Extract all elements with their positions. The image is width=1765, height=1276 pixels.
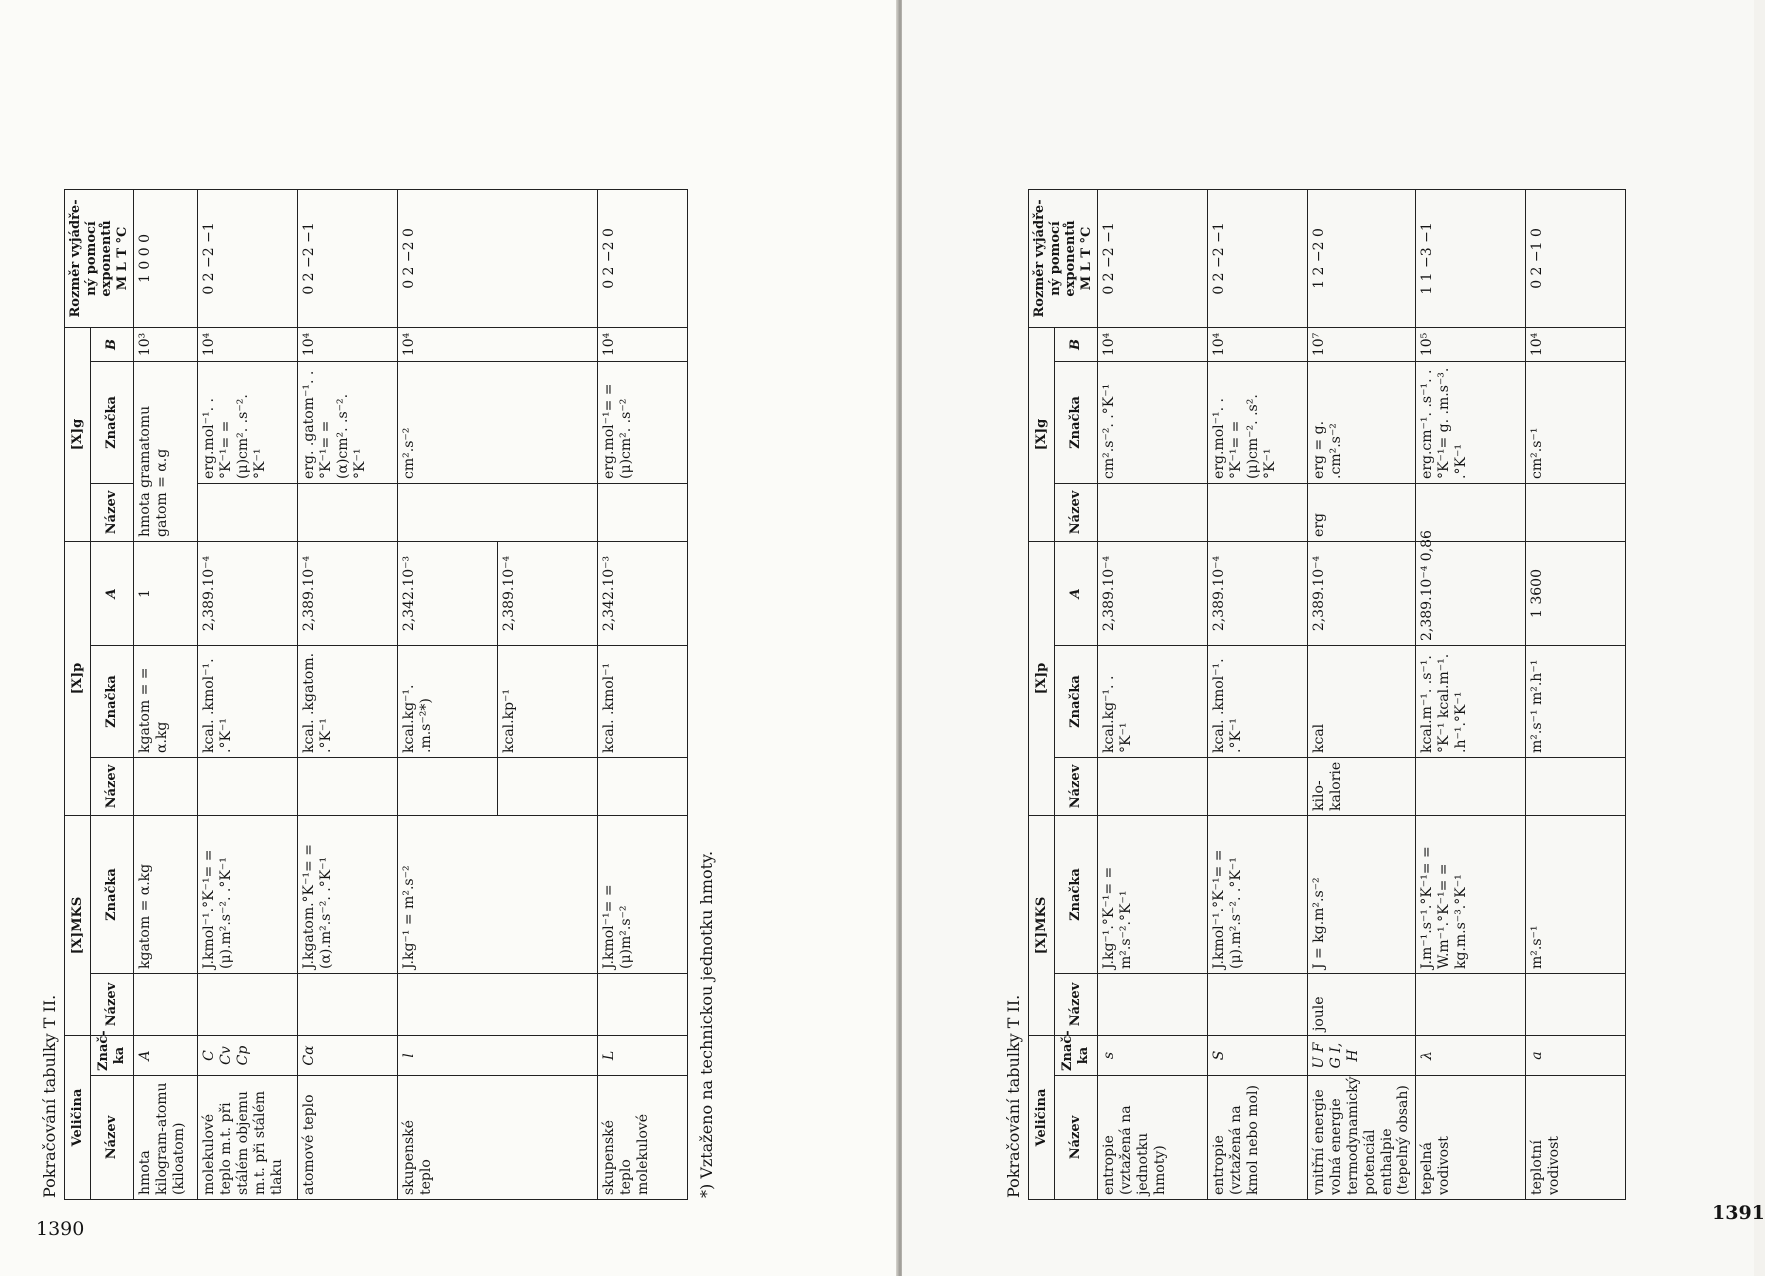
cell-b: 10⁴ <box>198 327 298 361</box>
cell-b: 10⁴ <box>1526 327 1626 361</box>
cell-quantity-name: skupenské teplo <box>398 1076 598 1200</box>
header-nazev: Název <box>90 1076 134 1200</box>
cell-p-name <box>198 758 298 816</box>
cell-symbol: l <box>398 1036 598 1076</box>
header-xg: [X]g <box>1029 327 1055 541</box>
left-table <box>64 189 688 1200</box>
cell-quantity-name: vnitřní energie volná energie termodynamický potenciál enthalpie (tepelný obsah) <box>1308 1076 1416 1200</box>
cell-p-name <box>1208 758 1308 816</box>
cell-dimension: 0 2 −2 −1 <box>198 189 298 327</box>
cell-symbol: s <box>1098 1036 1208 1076</box>
header-b: B <box>90 327 134 361</box>
header-xp: [X]p <box>65 541 91 815</box>
cell-symbol: L <box>598 1036 688 1076</box>
left-table-caption: Pokračování tabulky T II. <box>40 994 59 1198</box>
cell-mks-symbol: kgatom = α.kg <box>134 816 198 974</box>
cell-dimension: 1 2 −2 0 <box>1308 189 1416 327</box>
header-g-nazev: Název <box>1054 483 1098 541</box>
cell-quantity-name: molekulové teplo m.t. při stálém objemu m.t. při stálém tlaku <box>198 1076 298 1200</box>
cell-mks-symbol: J.m⁻¹.s⁻¹.°K⁻¹= = W.m⁻¹.°K⁻¹= = kg.m.s⁻³.°K⁻¹ <box>1416 816 1526 974</box>
cell-g-name <box>198 483 298 541</box>
cell-mks-name <box>298 974 398 1036</box>
cell-g-name: hmota gramatomu gatom = α.g <box>134 361 198 541</box>
cell-a: 2,389.10⁻⁴ <box>498 541 598 645</box>
cell-p-name <box>498 758 598 816</box>
cell-mks-symbol: J.kmol⁻¹= = (μ)m².s⁻² <box>598 816 688 974</box>
cell-g-symbol: erg.cm⁻¹. .s⁻¹. .°K⁻¹= g. .m.s⁻³. .°K⁻¹ <box>1416 361 1526 483</box>
cell-dimension: 0 2 −2 0 <box>398 189 598 327</box>
table-row <box>1416 189 1526 1199</box>
cell-p-symbol: kgatom = = α.kg <box>134 646 198 758</box>
cell-g-name <box>1526 483 1626 541</box>
cell-mks-symbol: J.kgatom.°K⁻¹= = (α).m².s⁻². .°K⁻¹ <box>298 816 398 974</box>
cell-mks-symbol: J.kmol⁻¹.°K⁻¹= = (μ).m².s⁻². .°K⁻¹ <box>1208 816 1308 974</box>
left-footnote: *) Vztaženo na technickou jednotku hmoty. <box>697 850 717 1198</box>
cell-g-symbol: erg. .gatom⁻¹. .°K⁻¹= = (α)cm². .s⁻².°K⁻¹ <box>298 361 398 483</box>
cell-g-name <box>1098 483 1208 541</box>
header-xg: [X]g <box>65 327 91 541</box>
cell-p-name <box>1098 758 1208 816</box>
cell-a: 2,389.10⁻⁴ <box>298 541 398 645</box>
cell-mks-symbol: J = kg.m².s⁻² <box>1308 816 1416 974</box>
cell-mks-symbol: J.kg⁻¹.°K⁻¹= = m².s⁻².°K⁻¹ <box>1098 816 1208 974</box>
cell-dimension: 1 1 −3 −1 <box>1416 189 1526 327</box>
table-row <box>1208 189 1308 1199</box>
header-g-znacka: Značka <box>1054 361 1098 483</box>
header-row <box>65 189 91 1199</box>
cell-mks-name <box>1098 974 1208 1036</box>
cell-a: 2,389.10⁻⁴ <box>1098 541 1208 645</box>
cell-p-name <box>398 758 498 816</box>
cell-g-symbol: erg = g. .cm².s⁻² <box>1308 361 1416 483</box>
header-p-nazev: Název <box>1054 758 1098 816</box>
cell-p-symbol: kcal. .kmol⁻¹ <box>598 646 688 758</box>
cell-mks-name <box>134 974 198 1036</box>
cell-symbol: A <box>134 1036 198 1076</box>
right-page-number: 1391 <box>1712 1202 1765 1224</box>
cell-a: 1 3600 <box>1526 541 1626 645</box>
cell-b: 10⁵ <box>1416 327 1526 361</box>
cell-p-name <box>598 758 688 816</box>
cell-g-symbol: erg.mol⁻¹. .°K⁻¹= = (μ)cm². .s⁻².°K⁻¹ <box>198 361 298 483</box>
header-xmks: [X]MKS <box>65 816 91 1036</box>
cell-p-name <box>1526 758 1626 816</box>
cell-symbol: Cα <box>298 1036 398 1076</box>
cell-g-symbol: cm².s⁻² <box>398 361 598 483</box>
cell-symbol: U F G I, H <box>1308 1036 1416 1076</box>
cell-mks-name <box>398 974 598 1036</box>
cell-b: 10⁷ <box>1308 327 1416 361</box>
cell-quantity-name: atomové teplo <box>298 1076 398 1200</box>
cell-a: 2,389.10⁻⁴ 0,86 <box>1416 541 1526 645</box>
cell-g-symbol: cm².s⁻². .°K⁻¹ <box>1098 361 1208 483</box>
header-znacka-short: Znač-ka <box>1054 1036 1098 1076</box>
cell-symbol: C Cv Cp <box>198 1036 298 1076</box>
cell-g-name: erg <box>1308 483 1416 541</box>
cell-symbol: λ <box>1416 1036 1526 1076</box>
header-znacka-short: Znač-ka <box>90 1036 134 1076</box>
header-mks-znacka: Značka <box>90 816 134 974</box>
cell-p-symbol: kcal. .kgatom. .°K⁻¹ <box>298 646 398 758</box>
header-mks-nazev: Název <box>1054 974 1098 1036</box>
table-row <box>134 189 198 1199</box>
cell-p-symbol: kcal.kp⁻¹ <box>498 646 598 758</box>
cell-dimension: 0 2 −1 0 <box>1526 189 1626 327</box>
cell-p-symbol: kcal <box>1308 646 1416 758</box>
cell-quantity-name: hmota kilogram-atomu (kiloatom) <box>134 1076 198 1200</box>
cell-b: 10⁴ <box>1208 327 1308 361</box>
cell-mks-name: joule <box>1308 974 1416 1036</box>
left-table-block <box>36 70 786 1200</box>
cell-mks-name <box>1416 974 1526 1036</box>
cell-a: 2,389.10⁻⁴ <box>198 541 298 645</box>
header-velicina: Veličina <box>65 1036 91 1200</box>
cell-dimension: 0 2 −2 −1 <box>1208 189 1308 327</box>
cell-g-symbol: cm².s⁻¹ <box>1526 361 1626 483</box>
cell-g-name <box>1208 483 1308 541</box>
cell-dimension: 1 0 0 0 <box>134 189 198 327</box>
header-a: A <box>1054 541 1098 645</box>
header-velicina: Veličina <box>1029 1036 1055 1200</box>
header-row <box>1029 189 1055 1199</box>
cell-a: 2,389.10⁻⁴ <box>1308 541 1416 645</box>
cell-g-symbol: erg.mol⁻¹. .°K⁻¹= = (μ)cm⁻². .s².°K⁻¹ <box>1208 361 1308 483</box>
cell-a: 1 <box>134 541 198 645</box>
header-g-nazev: Název <box>90 483 134 541</box>
cell-p-symbol: kcal. .kmol⁻¹. .°K⁻¹ <box>198 646 298 758</box>
header-rozmer: Rozměr vyjádře-ný pomocí exponentů M L T °C <box>65 189 134 327</box>
cell-quantity-name: entropie (vztažená na jednotku hmoty) <box>1098 1076 1208 1200</box>
table-row <box>398 189 498 1199</box>
header-b: B <box>1054 327 1098 361</box>
header-p-nazev: Název <box>90 758 134 816</box>
cell-dimension: 0 2 −2 −1 <box>1098 189 1208 327</box>
header-xp: [X]p <box>1029 541 1055 815</box>
cell-mks-name <box>598 974 688 1036</box>
cell-p-symbol: kcal. .kmol⁻¹. .°K⁻¹ <box>1208 646 1308 758</box>
table-row <box>1526 189 1626 1199</box>
header-p-znacka: Značka <box>90 646 134 758</box>
cell-mks-symbol: J.kg⁻¹ = m².s⁻² <box>398 816 598 974</box>
cell-g-symbol: erg.mol⁻¹= = (μ)cm². .s⁻² <box>598 361 688 483</box>
cell-a: 2,389.10⁻⁴ <box>1208 541 1308 645</box>
cell-p-symbol: kcal.kg⁻¹. .m.s⁻²*) <box>398 646 498 758</box>
subheader-row <box>1054 189 1098 1199</box>
cell-mks-name <box>1526 974 1626 1036</box>
header-mks-nazev: Název <box>90 974 134 1036</box>
cell-quantity-name: teplotní vodivost <box>1526 1076 1626 1200</box>
table-row <box>1098 189 1208 1199</box>
table-row <box>298 189 398 1199</box>
cell-mks-symbol: J.kmol⁻¹.°K⁻¹= = (μ).m².s⁻². .°K⁻¹ <box>198 816 298 974</box>
left-page-number: 1390 <box>36 1218 85 1240</box>
cell-dimension: 0 2 −2 0 <box>598 189 688 327</box>
cell-b: 10⁴ <box>598 327 688 361</box>
table-row <box>198 189 298 1199</box>
cell-symbol: a <box>1526 1036 1626 1076</box>
right-table-caption: Pokračování tabulky T II. <box>1004 994 1023 1198</box>
cell-b: 10⁴ <box>398 327 598 361</box>
right-table <box>1028 189 1626 1200</box>
cell-b: 10⁴ <box>1098 327 1208 361</box>
cell-mks-symbol: m².s⁻¹ <box>1526 816 1626 974</box>
cell-g-name <box>398 483 598 541</box>
cell-a: 2,342.10⁻³ <box>598 541 688 645</box>
cell-quantity-name: skupenské teplo molekulové <box>598 1076 688 1200</box>
cell-p-name <box>298 758 398 816</box>
header-mks-znacka: Značka <box>1054 816 1098 974</box>
cell-p-name: kilo-kalorie <box>1308 758 1416 816</box>
subheader-row <box>90 189 134 1199</box>
header-g-znacka: Značka <box>90 361 134 483</box>
header-a: A <box>90 541 134 645</box>
cell-g-name <box>298 483 398 541</box>
cell-a: 2,342.10⁻³ <box>398 541 498 645</box>
cell-p-symbol: kcal.m⁻¹. .s⁻¹.°K⁻¹ kcal.m⁻¹. .h⁻¹.°K⁻¹ <box>1416 646 1526 758</box>
cell-p-name <box>134 758 198 816</box>
cell-symbol: S <box>1208 1036 1308 1076</box>
table-row <box>1308 189 1416 1199</box>
cell-b: 10³ <box>134 327 198 361</box>
cell-mks-name <box>1208 974 1308 1036</box>
cell-quantity-name: entropie (vztažená na kmol nebo mol) <box>1208 1076 1308 1200</box>
right-table-block <box>1000 90 1750 1200</box>
table-row <box>598 189 688 1199</box>
cell-g-name <box>598 483 688 541</box>
cell-p-name <box>1416 758 1526 816</box>
header-rozmer: Rozměr vyjádře-ný pomocí exponentů M L T °C <box>1029 189 1098 327</box>
header-nazev: Název <box>1054 1076 1098 1200</box>
cell-dimension: 0 2 −2 −1 <box>298 189 398 327</box>
cell-p-symbol: m².s⁻¹ m².h⁻¹ <box>1526 646 1626 758</box>
header-p-znacka: Značka <box>1054 646 1098 758</box>
cell-b: 10⁴ <box>298 327 398 361</box>
cell-mks-name <box>198 974 298 1036</box>
cell-quantity-name: tepelná vodivost <box>1416 1076 1526 1200</box>
header-xmks: [X]MKS <box>1029 816 1055 1036</box>
cell-p-symbol: kcal.kg⁻¹. .°K⁻¹ <box>1098 646 1208 758</box>
